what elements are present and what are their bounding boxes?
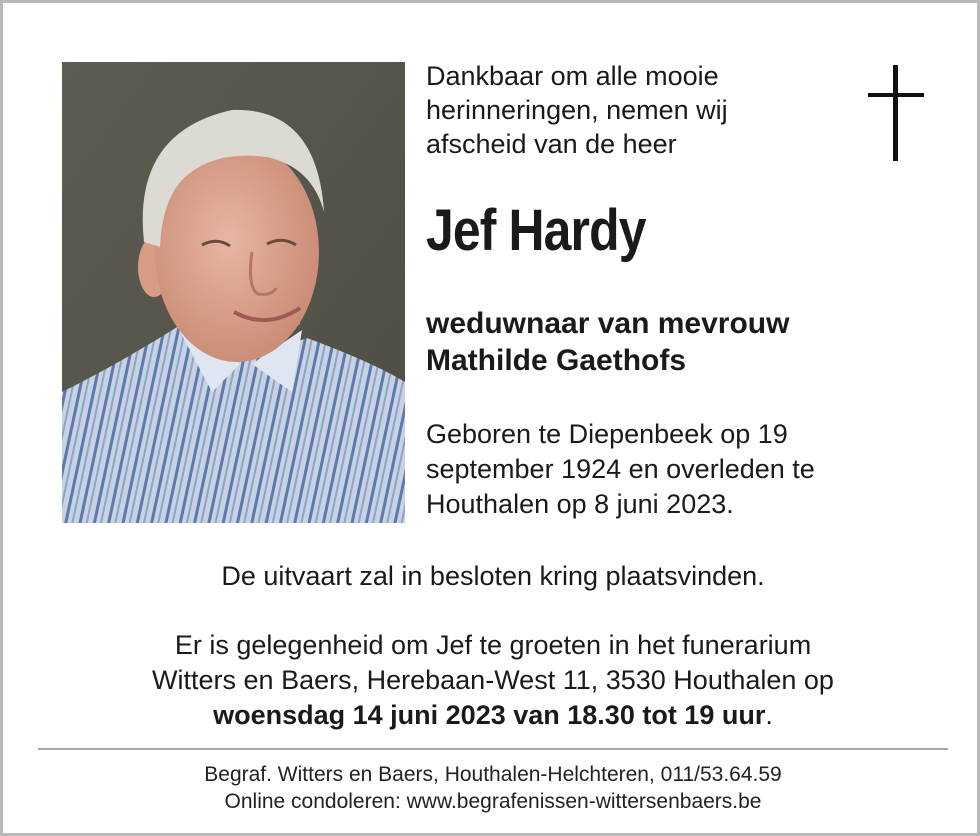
intro-line: Dankbaar om alle mooie — [426, 61, 719, 91]
portrait-image — [62, 62, 405, 523]
intro-text — [426, 59, 826, 161]
visitation-text — [43, 628, 943, 733]
spouse-line: weduwnaar van mevrouw — [426, 307, 790, 340]
spouse-text — [426, 305, 886, 379]
online-condolences: Online condoleren: www.begrafenissen-wittersenbaers.be — [224, 790, 762, 813]
intro-line: afscheid van de heer — [426, 129, 677, 159]
funeral-notice: De uitvaart zal in besloten kring plaatsvinden. — [221, 561, 765, 591]
divider — [38, 748, 948, 750]
deceased-name: Jef Hardy — [426, 198, 646, 263]
birth-line: Houthalen op 8 juni 2023. — [426, 489, 734, 519]
visit-line: Er is gelegenheid om Jef te groeten in het funerarium — [174, 630, 812, 660]
birth-line: september 1924 en overleden te — [426, 454, 815, 484]
birth-death-text — [426, 417, 886, 522]
cross-icon — [868, 65, 924, 161]
portrait-photo — [62, 62, 405, 523]
intro-line: herinneringen, nemen wij — [426, 95, 728, 125]
spouse-line: Mathilde Gaethofs — [426, 344, 687, 377]
visit-date: woensdag 14 juni 2023 van 18.30 tot 19 uur — [213, 700, 766, 730]
visit-line-date — [43, 698, 943, 733]
footer — [3, 761, 980, 815]
visit-period: . — [765, 700, 773, 730]
birth-line: Geboren te Diepenbeek op 19 — [426, 419, 788, 449]
visit-line: Witters en Baers, Herebaan-West 11, 3530 Houthalen op — [152, 665, 834, 695]
funeral-home-info: Begraf. Witters en Baers, Houthalen-Helchteren, 011/53.64.59 — [204, 763, 782, 786]
